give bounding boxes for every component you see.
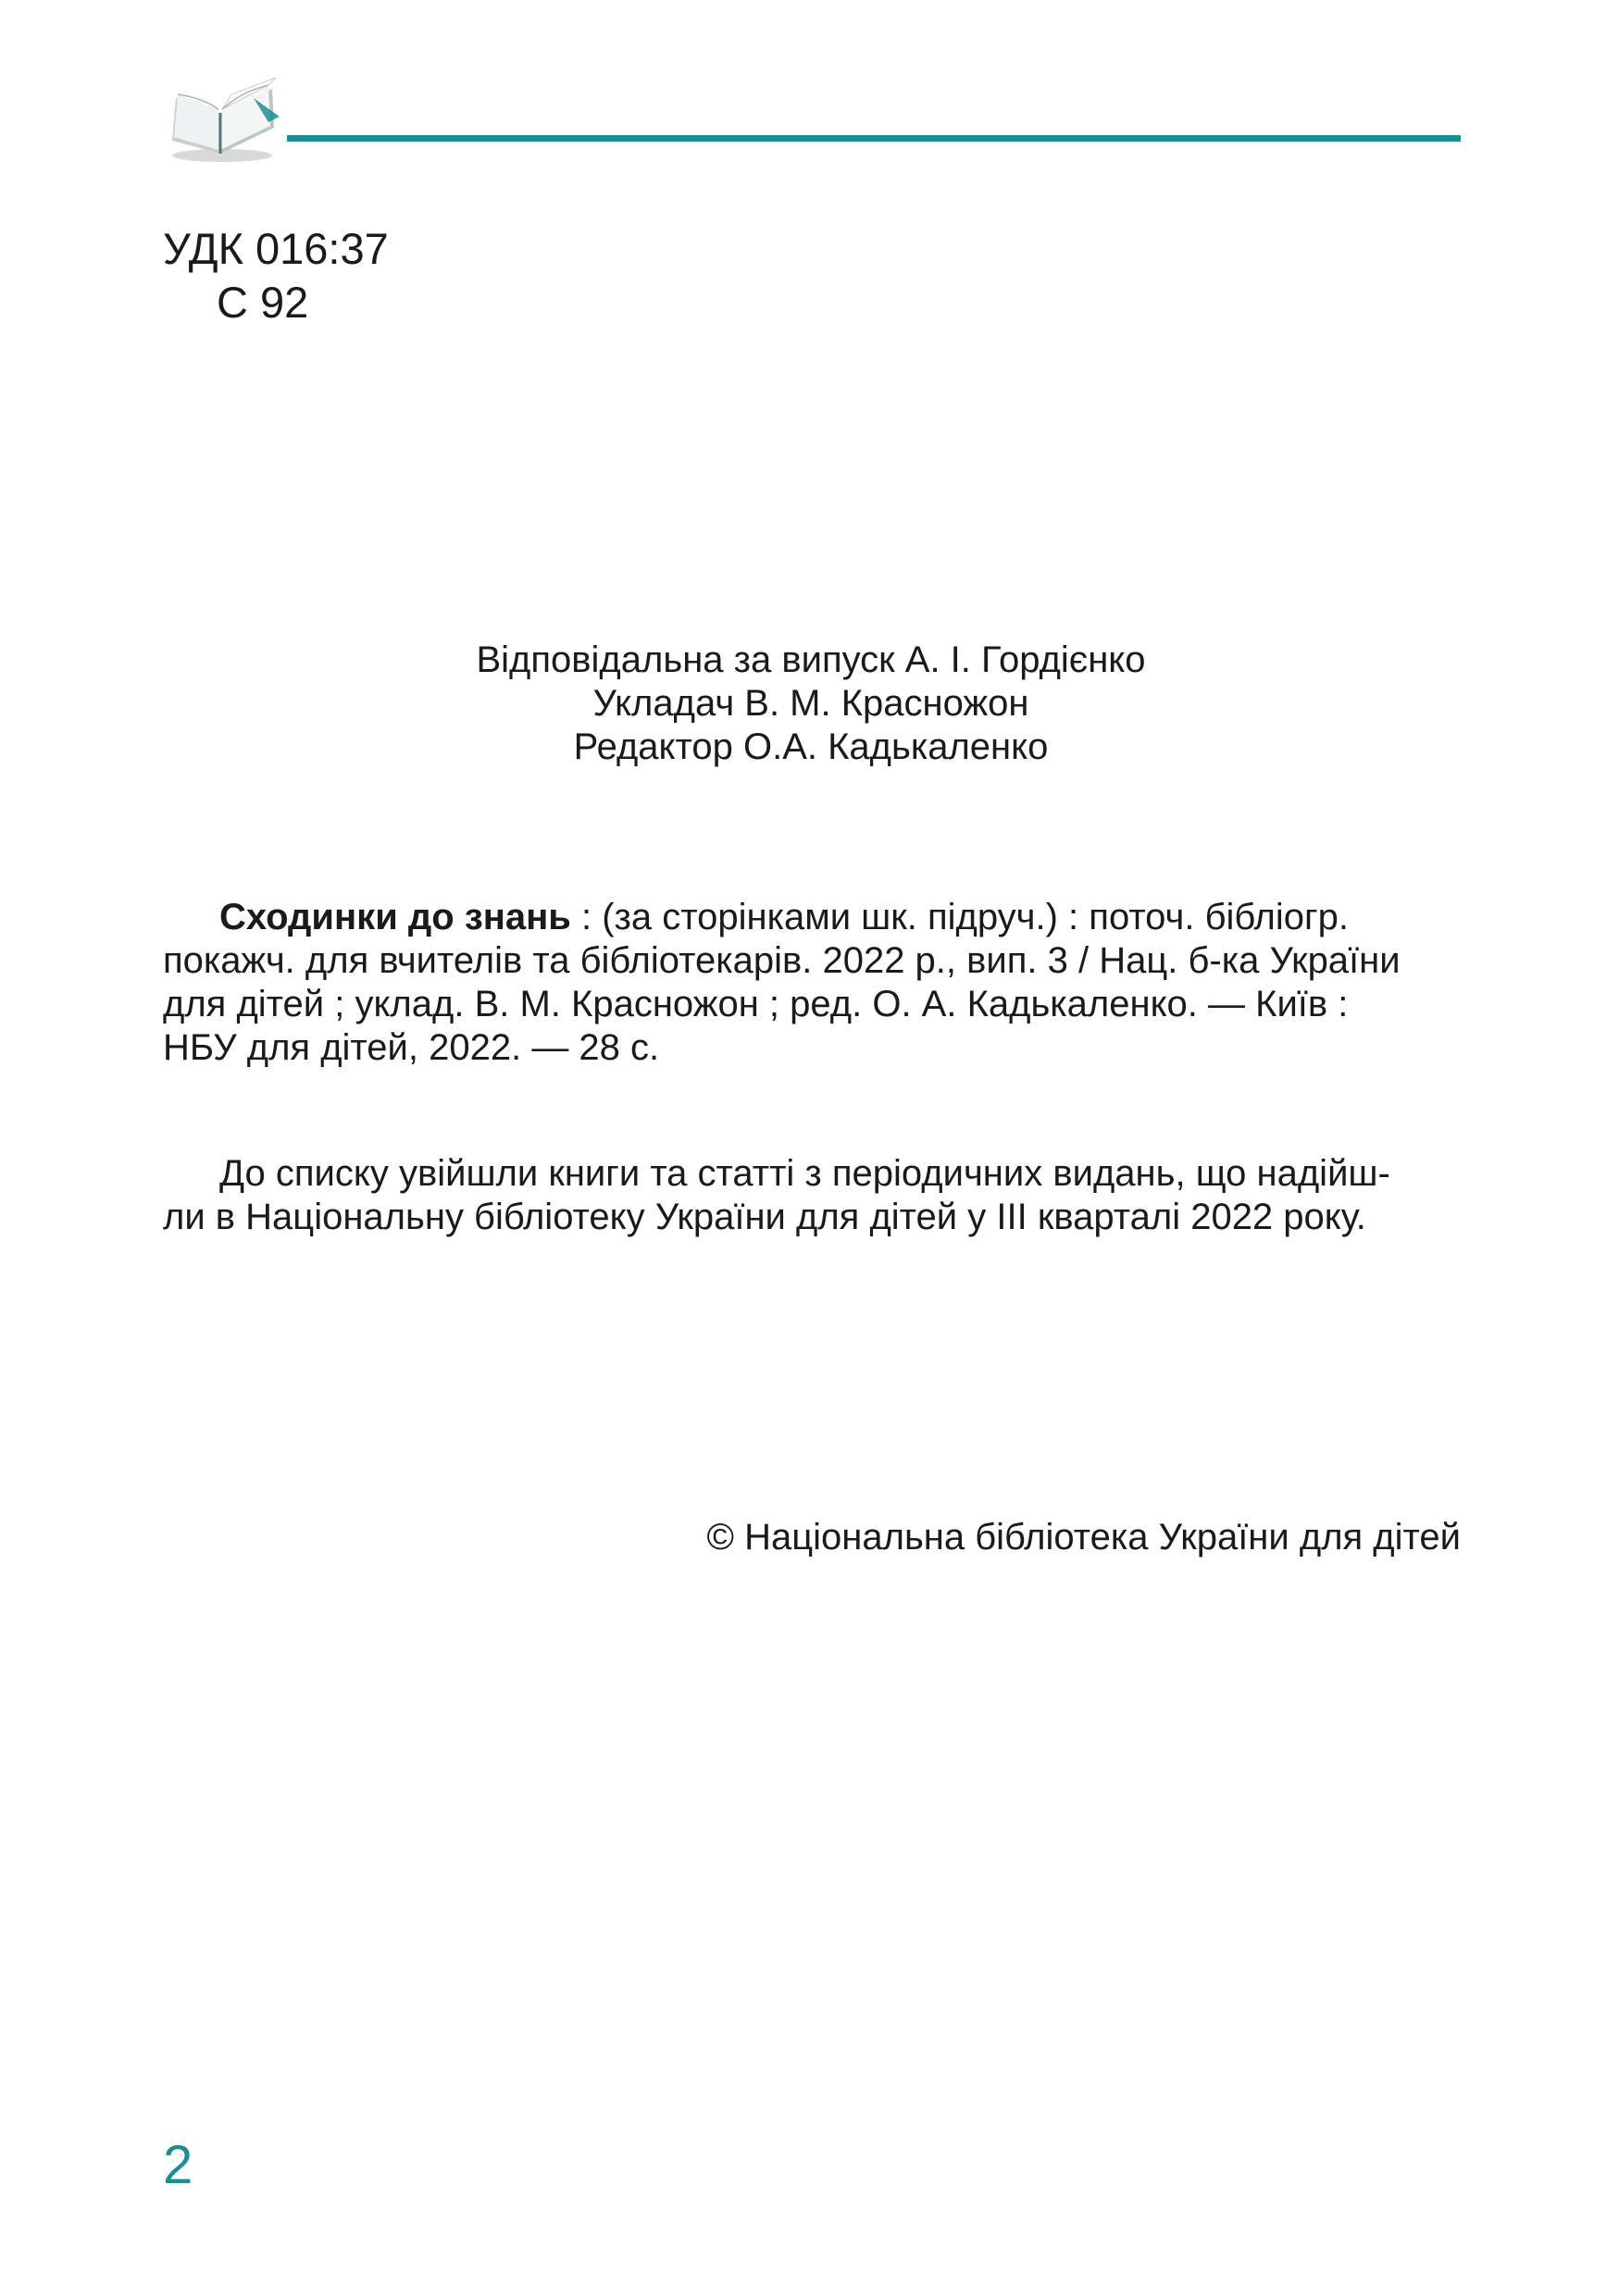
header-rule	[287, 135, 1461, 142]
description-line-1	[163, 896, 1459, 939]
udc-block	[163, 222, 389, 329]
bibliographic-description	[163, 896, 1459, 1070]
credits-block	[163, 639, 1459, 769]
page-number: 2	[163, 2135, 193, 2195]
publication-title: Сходинки до знань	[219, 897, 571, 937]
copyright-notice: © Національна бібліотека України для дітей	[706, 1517, 1461, 1558]
editor-line: Редактор О.А. Кадькаленко	[573, 726, 1049, 767]
open-book-icon	[165, 76, 285, 168]
annotation	[163, 1152, 1459, 1239]
annotation-line-2: ли в Національну бібліотеку України для дітей у ІІІ кварталі 2022 року.	[163, 1197, 1366, 1237]
description-line-3: для дітей ; уклад. В. М. Красножон ; ред. О. А. Кадькаленко. — Київ :	[163, 984, 1349, 1024]
description-line-2: покажч. для вчителів та бібліотекарів. 2022 р., вип. 3 / Нац. б-ка України	[163, 940, 1401, 981]
description-line-1-rest: : (за сторінками шк. підруч.) : поточ. бібліогр.	[570, 897, 1349, 937]
author-mark: С 92	[217, 278, 309, 327]
description-line-4: НБУ для дітей, 2022. — 28 с.	[163, 1027, 660, 1068]
responsible-line: Відповідальна за випуск А. І. Гордієнко	[476, 639, 1146, 680]
compiler-line: Укладач В. М. Красножон	[592, 683, 1029, 724]
udc-code: УДК 016:37	[163, 224, 389, 273]
annotation-line-1: До списку увійшли книги та статті з періодичних видань, що надійш-	[219, 1153, 1390, 1194]
